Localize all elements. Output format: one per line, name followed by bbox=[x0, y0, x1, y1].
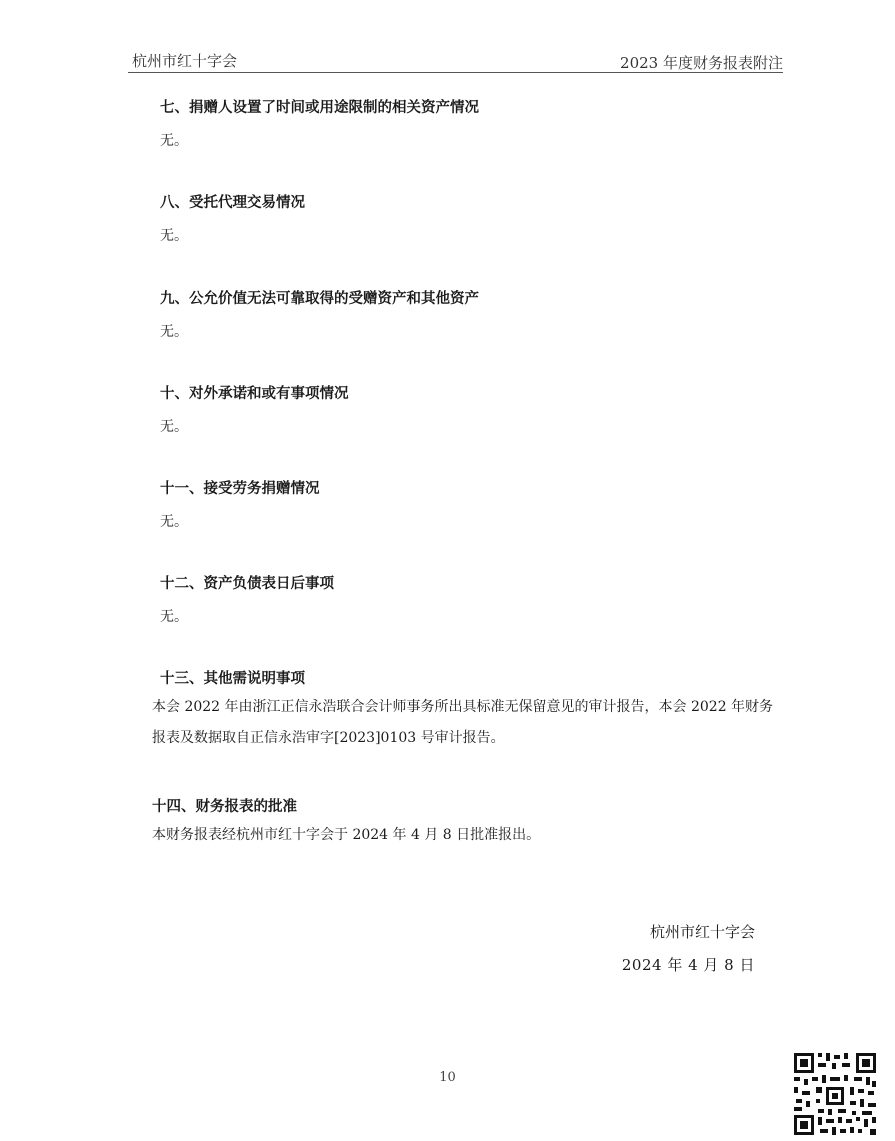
signature-date: 2024 年 4 月 8 日 bbox=[621, 956, 755, 974]
header-doc-title: 2023 年度财务报表附注 bbox=[620, 54, 783, 72]
section-14 bbox=[152, 795, 777, 851]
section-10 bbox=[160, 382, 800, 436]
section-title: 九、公允价值无法可靠取得的受赠资产和其他资产 bbox=[160, 291, 479, 307]
section-body: 无。 bbox=[160, 514, 188, 530]
header-rule bbox=[128, 72, 783, 73]
section-11 bbox=[160, 477, 800, 531]
qr-code-icon bbox=[792, 1051, 878, 1137]
section-body: 本财务报表经杭州市红十字会于 2024 年 4 月 8 日批准报出。 bbox=[152, 827, 541, 843]
page-number: 10 bbox=[439, 1070, 456, 1085]
section-title: 八、受托代理交易情况 bbox=[160, 195, 305, 211]
section-title: 十四、财务报表的批准 bbox=[152, 799, 297, 815]
section-body: 无。 bbox=[160, 609, 188, 625]
section-8 bbox=[160, 191, 800, 245]
section-body: 无。 bbox=[160, 419, 188, 435]
section-13 bbox=[152, 667, 777, 754]
section-body: 本会 2022 年由浙江正信永浩联合会计师事务所出具标准无保留意见的审计报告，本会 2022 年财务报表及数据取自正信永浩审字[2023]0103 号审计报告。 bbox=[152, 699, 774, 746]
signature-org: 杭州市红十字会 bbox=[649, 923, 755, 941]
section-title: 十三、其他需说明事项 bbox=[160, 671, 305, 687]
section-body: 无。 bbox=[160, 228, 188, 244]
section-title: 十二、资产负债表日后事项 bbox=[160, 576, 334, 592]
section-9 bbox=[160, 287, 800, 341]
section-body: 无。 bbox=[160, 133, 188, 149]
section-12 bbox=[160, 572, 800, 626]
section-body: 无。 bbox=[160, 324, 188, 340]
section-7 bbox=[160, 96, 800, 150]
section-title: 七、捐赠人设置了时间或用途限制的相关资产情况 bbox=[160, 100, 479, 116]
header-org: 杭州市红十字会 bbox=[132, 52, 238, 70]
section-title: 十一、接受劳务捐赠情况 bbox=[160, 481, 320, 497]
section-title: 十、对外承诺和或有事项情况 bbox=[160, 386, 349, 402]
